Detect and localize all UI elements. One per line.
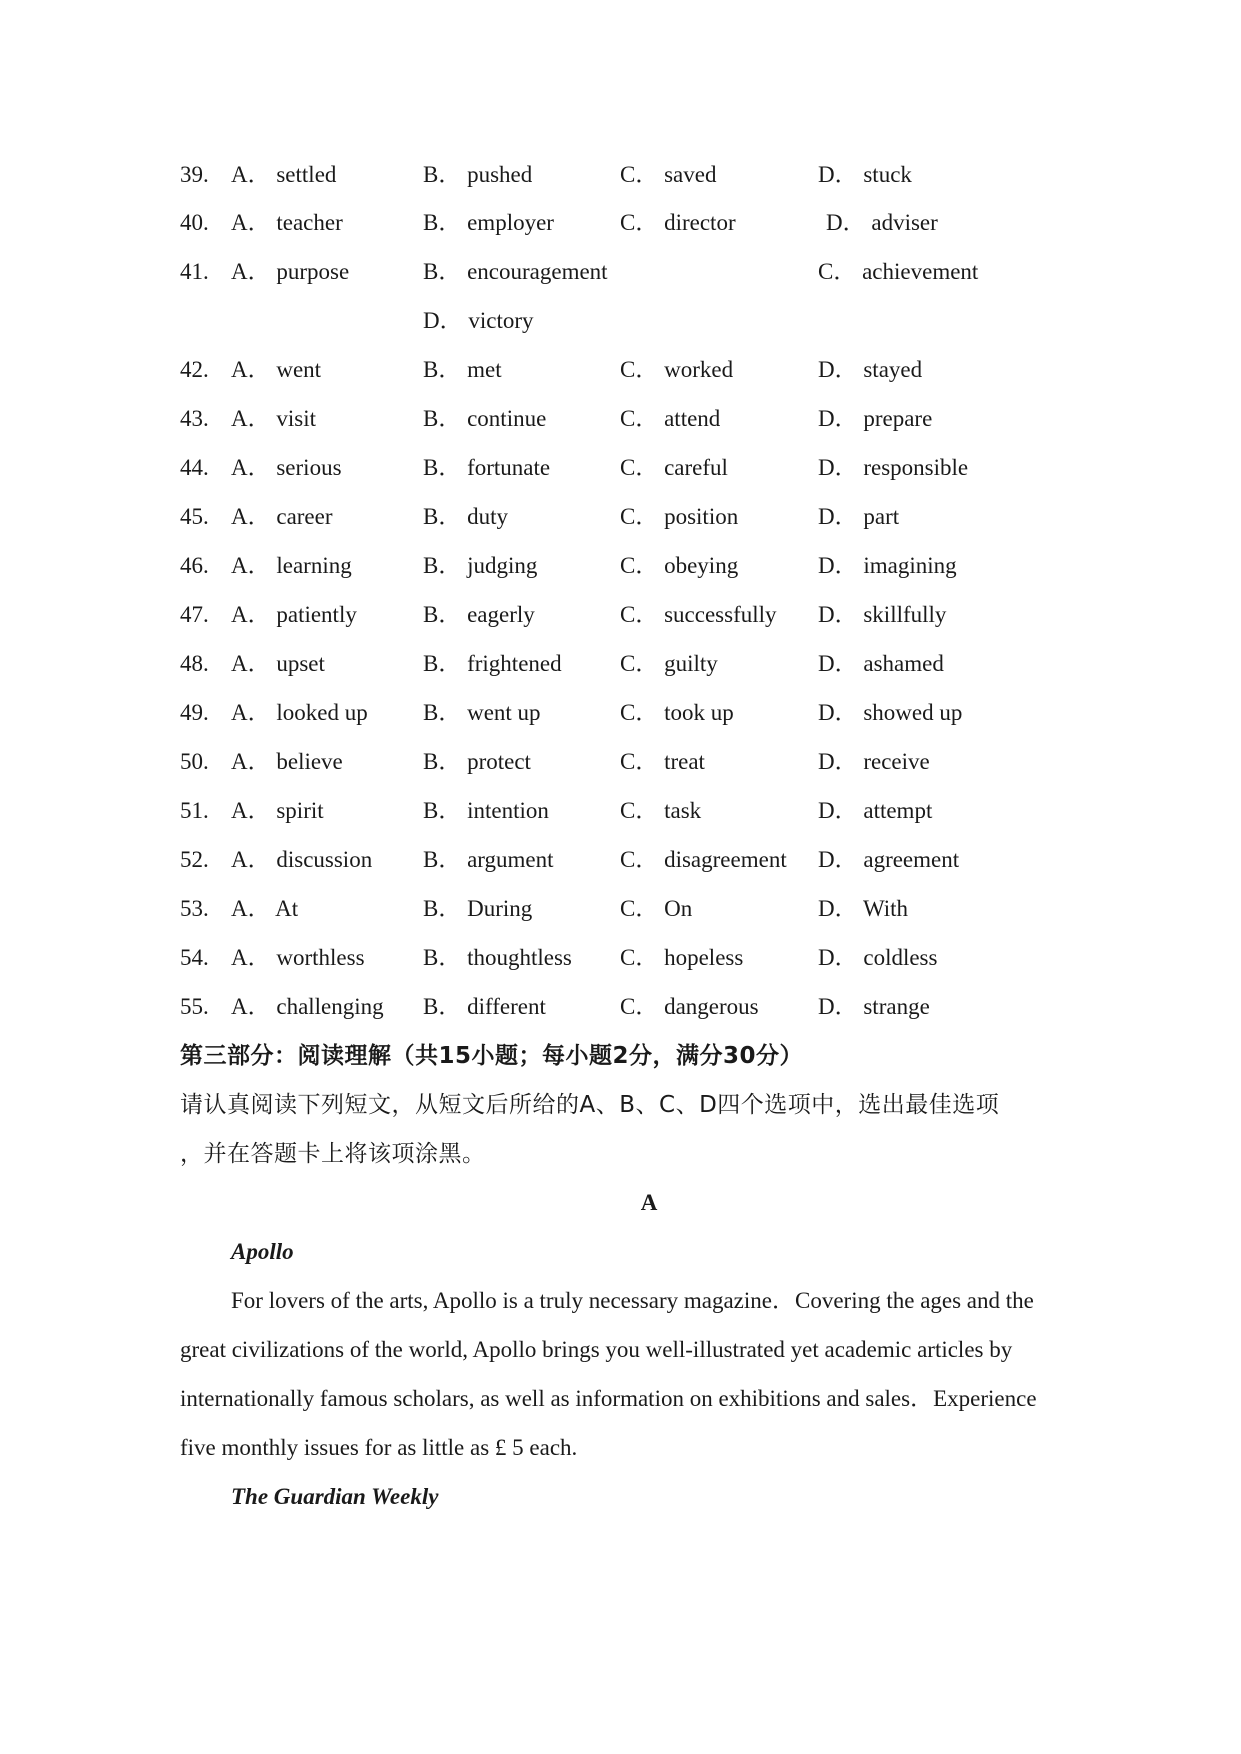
option-a: A． At	[231, 896, 299, 921]
question-number: 51.	[180, 798, 209, 823]
magazine-title: The Guardian Weekly	[231, 1484, 439, 1509]
question-number: 42.	[180, 357, 209, 382]
question-41-continued	[0, 304, 1241, 338]
option-d: D． showed up	[818, 700, 963, 725]
option-d: D． agreement	[818, 847, 960, 872]
option-d: D． stayed	[818, 357, 923, 382]
section-instruction: 请认真阅读下列短文，从短文后所给的A、B、C、D四个选项中，选出最佳选项	[180, 1092, 1000, 1118]
option-b: B． met	[423, 357, 502, 382]
question-52	[0, 843, 1241, 877]
question-number: 39.	[180, 162, 209, 187]
option-a: A． patiently	[231, 602, 357, 627]
question-number: 40.	[180, 210, 209, 235]
option-c: C． director	[620, 210, 736, 235]
option-c: C． dangerous	[620, 994, 759, 1019]
option-a: A． looked up	[231, 700, 368, 725]
option-b: B． employer	[423, 210, 554, 235]
option-c: C． careful	[620, 455, 728, 480]
option-b: B． pushed	[423, 162, 533, 187]
passage-letter: A	[640, 1190, 658, 1215]
question-46	[0, 549, 1241, 583]
option-a: A． teacher	[231, 210, 343, 235]
option-d: D． victory	[423, 308, 534, 333]
option-c: C． worked	[620, 357, 734, 382]
question-51	[0, 794, 1241, 828]
question-40	[0, 206, 1241, 240]
question-45	[0, 500, 1241, 534]
option-c: C． achievement	[818, 259, 979, 284]
option-d: D． attempt	[818, 798, 933, 823]
question-number: 41.	[180, 259, 209, 284]
option-d: D． stuck	[818, 162, 912, 187]
option-a: A． upset	[231, 651, 325, 676]
option-c: C． successfully	[620, 602, 777, 627]
question-44	[0, 451, 1241, 485]
option-b: B． went up	[423, 700, 541, 725]
option-c: C． task	[620, 798, 702, 823]
question-43	[0, 402, 1241, 436]
magazine-title: Apollo	[231, 1239, 294, 1264]
option-b: B． thoughtless	[423, 945, 572, 970]
option-d: D． strange	[818, 994, 930, 1019]
question-number: 50.	[180, 749, 209, 774]
option-c: C． guilty	[620, 651, 718, 676]
option-d: D． With	[818, 896, 909, 921]
question-50	[0, 745, 1241, 779]
option-c: C． hopeless	[620, 945, 744, 970]
option-b: B． protect	[423, 749, 531, 774]
question-48	[0, 647, 1241, 681]
option-b: B． intention	[423, 798, 549, 823]
option-d: D． adviser	[826, 210, 938, 235]
option-a: A． spirit	[231, 798, 324, 823]
question-47	[0, 598, 1241, 632]
option-b: B． eagerly	[423, 602, 535, 627]
option-a: A． challenging	[231, 994, 384, 1019]
question-54	[0, 941, 1241, 975]
option-d: D． responsible	[818, 455, 969, 480]
option-a: A． learning	[231, 553, 352, 578]
option-d: D． coldless	[818, 945, 938, 970]
question-39	[0, 158, 1241, 192]
option-a: A． discussion	[231, 847, 373, 872]
option-c: C． took up	[620, 700, 734, 725]
option-a: A． went	[231, 357, 322, 382]
magazine-description: For lovers of the arts, Apollo is a truly necessary magazine．Covering the ages and the great civilizations of the world, Apollo brings you well-illustrated yet academic articles by internationally famous scholars, as well as information on exhibitions and sales．Experience five monthly issues for as little as £ 5 each.	[180, 1288, 1037, 1460]
section-instruction-continued: ，并在答题卡上将该项涂黑。	[180, 1141, 486, 1167]
option-d: D． part	[818, 504, 900, 529]
option-a: A． believe	[231, 749, 343, 774]
option-b: B． frightened	[423, 651, 562, 676]
option-c: C． attend	[620, 406, 721, 431]
option-c: C． obeying	[620, 553, 739, 578]
question-number: 53.	[180, 896, 209, 921]
option-b: B． continue	[423, 406, 547, 431]
question-number: 49.	[180, 700, 209, 725]
question-53	[0, 892, 1241, 926]
option-b: B． During	[423, 896, 533, 921]
question-number: 55.	[180, 994, 209, 1019]
question-number: 52.	[180, 847, 209, 872]
option-c: C． treat	[620, 749, 705, 774]
option-c: C． On	[620, 896, 693, 921]
option-a: A． worthless	[231, 945, 365, 970]
option-b: B． argument	[423, 847, 554, 872]
option-b: B． different	[423, 994, 546, 1019]
question-number: 48.	[180, 651, 209, 676]
option-c: C． saved	[620, 162, 717, 187]
section-title: 第三部分：阅读理解（共15小题；每小题2分，满分30分）	[180, 1043, 804, 1069]
option-d: D． ashamed	[818, 651, 944, 676]
question-number: 44.	[180, 455, 209, 480]
question-42	[0, 353, 1241, 387]
question-number: 43.	[180, 406, 209, 431]
option-d: D． imagining	[818, 553, 957, 578]
question-number: 54.	[180, 945, 209, 970]
option-a: A． purpose	[231, 259, 350, 284]
option-b: B． duty	[423, 504, 508, 529]
option-b: B． judging	[423, 553, 538, 578]
question-55	[0, 990, 1241, 1024]
option-d: D． prepare	[818, 406, 933, 431]
option-a: A． settled	[231, 162, 337, 187]
option-a: A． career	[231, 504, 333, 529]
question-41	[0, 255, 1241, 289]
question-number: 46.	[180, 553, 209, 578]
option-a: A． serious	[231, 455, 342, 480]
option-b: B． encouragement	[423, 259, 608, 284]
question-number: 47.	[180, 602, 209, 627]
option-d: D． skillfully	[818, 602, 947, 627]
option-d: D． receive	[818, 749, 930, 774]
question-number: 45.	[180, 504, 209, 529]
option-c: C． position	[620, 504, 739, 529]
option-b: B． fortunate	[423, 455, 551, 480]
option-a: A． visit	[231, 406, 316, 431]
option-c: C． disagreement	[620, 847, 787, 872]
question-49	[0, 696, 1241, 730]
